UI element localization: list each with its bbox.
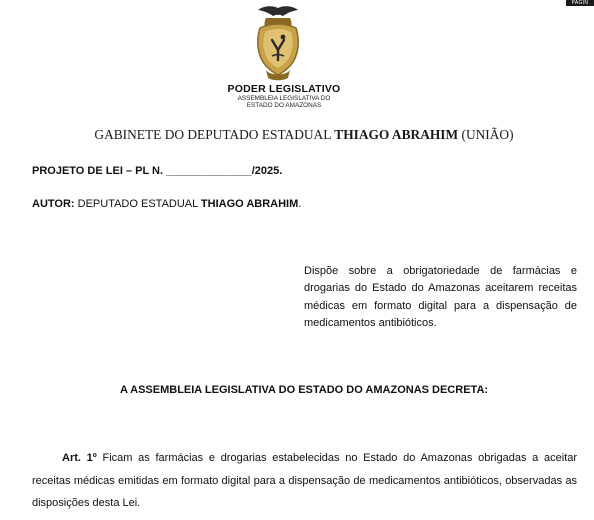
decree-heading: A ASSEMBLEIA LEGISLATIVA DO ESTADO DO AMAZONAS DECRETA: (119, 384, 489, 396)
bill-number-line: PROJETO DE LEI – PL N. ______________/2025. (32, 165, 283, 177)
article-1-text: Ficam as farmácias e drogarias estabelecidas no Estado do Amazonas obrigadas a aceitar receitas médicas emitidas em formato digital para a dispensação de medicamentos antibióticos, observadas as disposições desta Lei. (32, 452, 577, 509)
article-1 (32, 447, 577, 515)
page-number-badge: PAGIN (566, 0, 594, 6)
author-label: AUTOR: (32, 198, 75, 210)
party-suffix: (UNIÃO) (458, 127, 514, 142)
article-1-label: Art. 1º (62, 452, 97, 464)
org-subtitle-line1: ASSEMBLEIA LEGISLATIVA DO (237, 95, 331, 102)
author-line (32, 198, 301, 210)
deputy-name: THIAGO ABRAHIM (334, 127, 459, 142)
org-name: PODER LEGISLATIVO (227, 83, 341, 95)
author-suffix: . (298, 198, 302, 210)
cabinet-prefix: GABINETE DO DEPUTADO ESTADUAL (94, 127, 335, 142)
author-prefix: DEPUTADO ESTADUAL (74, 198, 201, 210)
author-name: THIAGO ABRAHIM (200, 198, 299, 210)
org-subtitle-line2: ESTADO DO AMAZONAS (246, 102, 322, 109)
bill-summary-ementa: Dispõe sobre a obrigatoriedade de farmácias e drogarias do Estado do Amazonas aceitarem receitas médicas em formato digital para a dispensação de medicamentos antibióticos. (304, 265, 577, 329)
cabinet-heading (0, 127, 594, 143)
coat-of-arms-amazonas-icon (250, 4, 306, 84)
